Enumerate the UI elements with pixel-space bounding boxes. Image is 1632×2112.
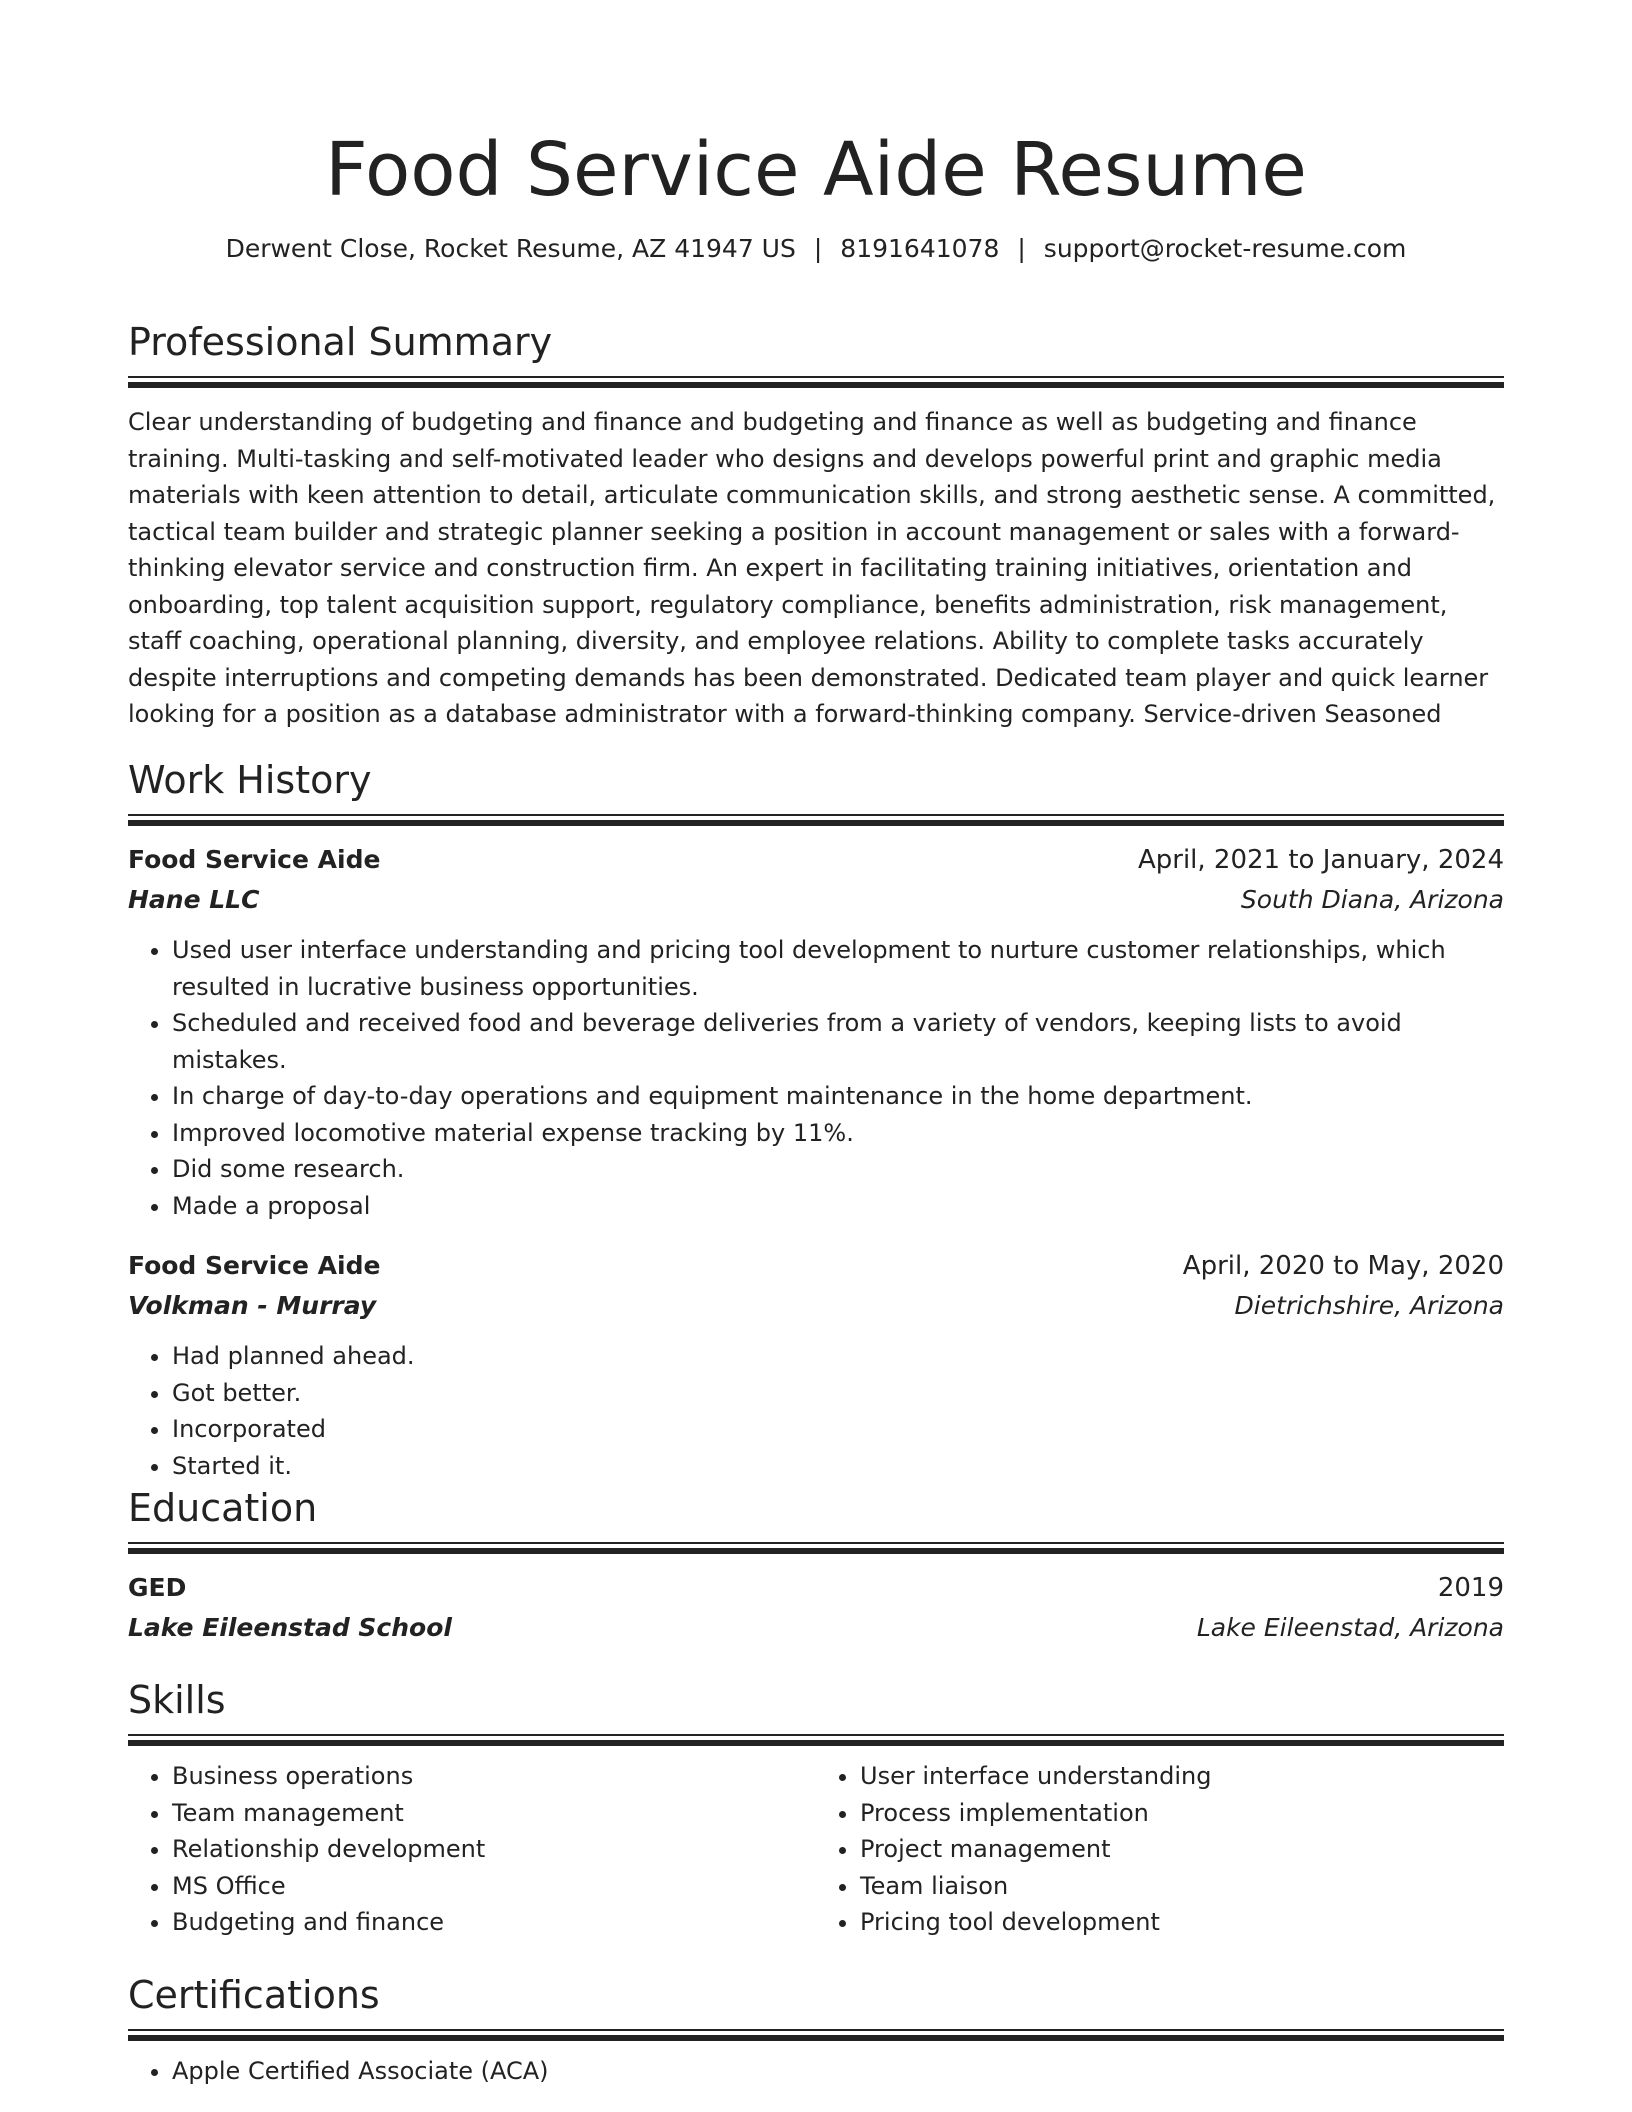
section-heading-summary: Professional Summary (128, 320, 553, 364)
list-item: • Got better. (172, 1375, 1504, 1412)
section-divider (128, 376, 1504, 388)
job-company-row (128, 1286, 1504, 1326)
list-item: • Relationship development (172, 1831, 816, 1868)
list-item: • MS Office (172, 1868, 816, 1905)
section-heading-certifications: Certifications (128, 1973, 380, 2017)
list-item: • Did some research. (172, 1151, 1504, 1188)
job-dates: April, 2020 to May, 2020 (1182, 1251, 1504, 1281)
education-degree: GED (128, 1573, 187, 1602)
skills-columns (128, 1758, 1504, 1941)
education-year: 2019 (1437, 1573, 1504, 1603)
resume-title: Food Service Aide Resume (325, 127, 1307, 213)
list-item: • Project management (860, 1831, 1504, 1868)
education-location: Lake Eileenstad, Arizona (1196, 1613, 1504, 1642)
list-item: • Team management (172, 1795, 816, 1832)
contact-separator: | (813, 234, 823, 263)
job-company-row (128, 880, 1504, 920)
job-company: Hane LLC (128, 885, 260, 914)
certifications-section (128, 1971, 1504, 2090)
education-section (128, 1484, 1504, 1648)
contact-phone: 8191641078 (840, 234, 1000, 263)
resume-page (128, 0, 1504, 2085)
list-item: • In charge of day-to-day operations and equipment maintenance in the home department. (172, 1078, 1504, 1115)
education-school-row (128, 1608, 1504, 1648)
contact-address: Derwent Close, Rocket Resume, AZ 41947 US (225, 234, 796, 263)
job-title-row (128, 1246, 1504, 1286)
job-bullets (128, 932, 1504, 1224)
job-title: Food Service Aide (128, 845, 381, 874)
summary-text: Clear understanding of budgeting and finance and budgeting and finance as well as budgeting and finance training. Multi-tasking and self-motivated leader who designs and develops powerful print and graphic media materials with keen attention to detail, articulate communication skills, and strong aesthetic sense. A committed, tactical team builder and strategic planner seeking a position in account management or sales with a forward-thinking elevator service and construction firm. An expert in facilitating training initiatives, orientation and onboarding, top talent acquisition support, regulatory compliance, benefits administration, risk management, staff coaching, operational planning, diversity, and employee relations. Ability to complete tasks accurately despite interruptions and competing demands has been demonstrated. Dedicated team player and quick learner looking for a position as a database administrator with a forward-thinking company. Service-driven Seasoned (128, 408, 1496, 728)
list-item: • Process implementation (860, 1795, 1504, 1832)
section-divider (128, 2029, 1504, 2041)
list-item: • Business operations (172, 1758, 816, 1795)
section-heading-work-history: Work History (128, 758, 372, 802)
list-item: • Incorporated (172, 1411, 1504, 1448)
list-item: • Budgeting and finance (172, 1904, 816, 1941)
list-item: • Apple Certified Associate (ACA) (172, 2053, 1504, 2090)
job-dates: April, 2021 to January, 2024 (1137, 845, 1504, 875)
job-title-row (128, 840, 1504, 880)
job-entry (128, 840, 1504, 1224)
list-item: • Pricing tool development (860, 1904, 1504, 1941)
list-item: • Improved locomotive material expense tracking by 11%. (172, 1115, 1504, 1152)
contact-separator: | (1017, 234, 1026, 263)
section-heading-skills: Skills (128, 1678, 226, 1722)
summary-section (128, 318, 1504, 733)
section-heading-education: Education (128, 1486, 318, 1530)
list-item: • Used user interface understanding and pricing tool development to nurture customer relationships, which resulted in lucrative business opportunities. (172, 932, 1504, 1005)
education-school: Lake Eileenstad School (128, 1613, 452, 1642)
job-title: Food Service Aide (128, 1251, 381, 1280)
contact-email: support@rocket-resume.com (1043, 234, 1407, 263)
work-history-section (128, 756, 1504, 1484)
list-item: • Made a proposal (172, 1188, 1504, 1225)
job-entry (128, 1246, 1504, 1484)
job-location: Dietrichshire, Arizona (1234, 1291, 1504, 1320)
list-item: • Had planned ahead. (172, 1338, 1504, 1375)
certifications-list (128, 2053, 1504, 2090)
list-item: • Team liaison (860, 1868, 1504, 1905)
section-divider (128, 1542, 1504, 1554)
contact-line (128, 232, 1504, 266)
list-item: • Started it. (172, 1448, 1504, 1485)
list-item: • Scheduled and received food and beverage deliveries from a variety of vendors, keeping lists to avoid mistakes. (172, 1005, 1504, 1078)
skills-list-left (128, 1758, 816, 1941)
skills-section (128, 1676, 1504, 1941)
list-item: • User interface understanding (860, 1758, 1504, 1795)
education-entry (128, 1568, 1504, 1648)
job-company: Volkman - Murray (128, 1291, 377, 1320)
skills-list-right (816, 1758, 1504, 1941)
section-divider (128, 1734, 1504, 1746)
section-divider (128, 814, 1504, 826)
job-location: South Diana, Arizona (1240, 885, 1504, 914)
job-bullets (128, 1338, 1504, 1484)
education-degree-row (128, 1568, 1504, 1608)
